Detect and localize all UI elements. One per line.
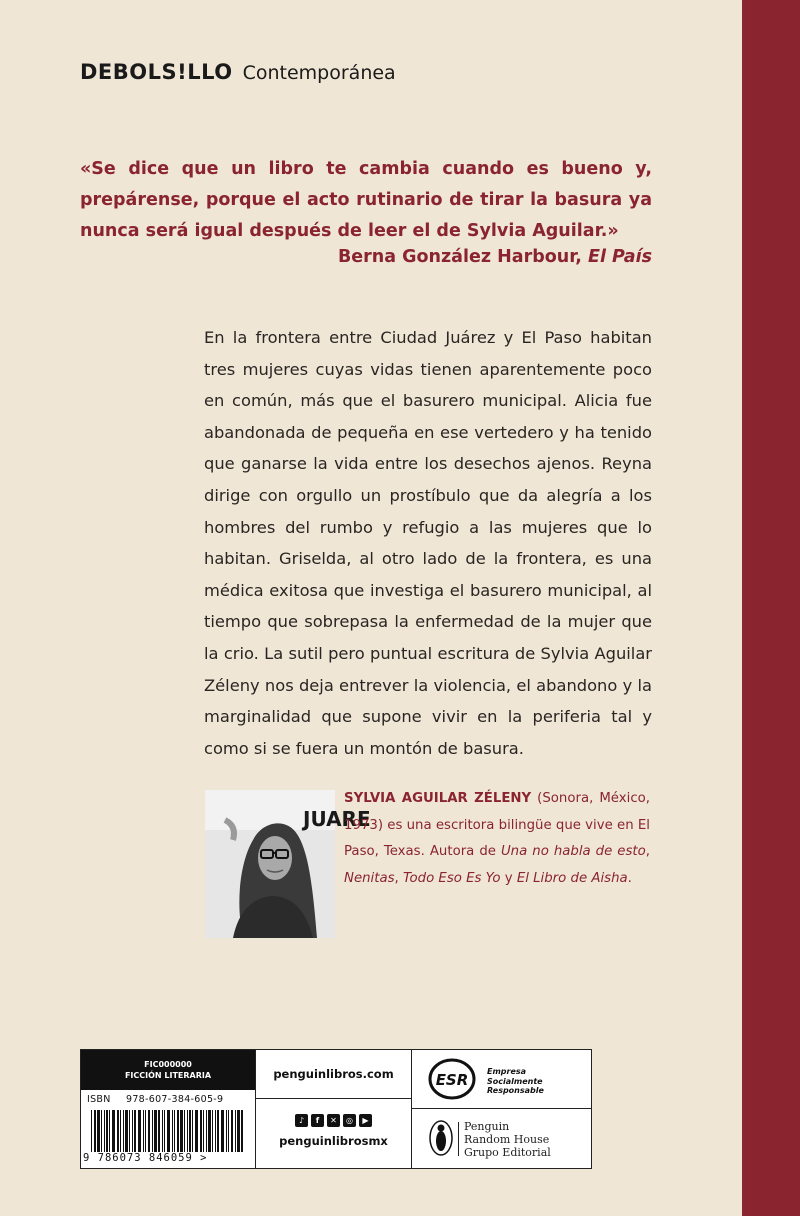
barcode-bar xyxy=(148,1110,150,1152)
author-bio xyxy=(344,786,650,892)
esr-line: Empresa xyxy=(487,1067,527,1076)
publisher-info-block xyxy=(80,1049,592,1169)
book-title: Nenitas xyxy=(344,870,395,886)
barcode-bar xyxy=(180,1110,183,1152)
barcode-bar xyxy=(143,1110,144,1152)
barcode-bar xyxy=(215,1110,216,1152)
author-name: SYLVIA AGUILAR ZÉLENY xyxy=(344,791,532,806)
barcode-bar xyxy=(158,1110,160,1152)
publisher-line: Grupo Editorial xyxy=(464,1146,551,1159)
esr-text xyxy=(487,1067,544,1096)
barcode-bar xyxy=(228,1110,229,1152)
brand-logo: DEBOLS!LLO xyxy=(80,60,233,84)
synopsis-text: En la frontera entre Ciudad Juárez y El Paso habitan tres mujeres cuyas vidas tienen aparentemente poco en común, más que el basurero municipal. Alicia fue abandonada de pequeña en ese vertedero y ha tenido que ganarse la vida entre los desechos ajenos. Reyna dirige con orgullo un prostíbulo que da alegría a los hombres del rumbo y refugio a las mujeres que lo habitan. Griselda, al otro lado de la frontera, es una médica exitosa que investiga el basurero municipal, al tiempo que sobrepasa la enfermedad de la mujer que la crio. La sutil pero puntual escritura de Sylvia Aguilar Zéleny nos deja entrever la violencia, el abandono y la marginalidad que supone vivir en la periferia tal y como si se fuera un montón de basura. xyxy=(204,328,652,758)
barcode-bar xyxy=(195,1110,198,1152)
barcode-bar xyxy=(164,1110,165,1152)
bio-separator: , xyxy=(645,844,650,859)
tiktok-icon[interactable]: ♪ xyxy=(295,1114,308,1127)
bio-end: . xyxy=(627,870,632,886)
barcode-bar xyxy=(221,1110,224,1152)
instagram-icon[interactable]: ◎ xyxy=(343,1114,356,1127)
social-handle[interactable]: penguinlibrosmx xyxy=(279,1134,388,1148)
barcode-bar xyxy=(241,1110,243,1152)
publisher-name xyxy=(464,1120,551,1159)
barcode-bar xyxy=(112,1110,115,1152)
publisher-column xyxy=(412,1050,591,1168)
publisher-line: Penguin xyxy=(464,1120,510,1133)
esr-mark: ESR xyxy=(435,1071,469,1089)
facebook-icon[interactable]: f xyxy=(311,1114,324,1127)
category-name: FICCIÓN LITERARIA xyxy=(124,1071,212,1080)
esr-logo-icon xyxy=(424,1054,484,1104)
isbn-number: 978-607-384-605-9 xyxy=(125,1094,224,1105)
quote-author: Berna González Harbour, xyxy=(337,247,582,267)
barcode-bar xyxy=(203,1110,204,1152)
barcode-bar xyxy=(212,1110,213,1152)
collection-line: Contemporánea xyxy=(242,62,396,84)
x-icon[interactable]: ✕ xyxy=(327,1114,340,1127)
bio-separator: y xyxy=(500,870,517,886)
barcode xyxy=(89,1110,249,1152)
quote-source: El País xyxy=(588,247,652,267)
quote-attribution xyxy=(80,242,652,273)
barcode-bar xyxy=(192,1110,193,1152)
barcode-bar xyxy=(231,1110,233,1152)
barcode-bar xyxy=(134,1110,136,1152)
barcode-bar xyxy=(120,1110,121,1152)
barcode-bar xyxy=(226,1110,227,1152)
barcode-bar xyxy=(106,1110,108,1152)
penguin-logo-icon xyxy=(426,1118,456,1158)
esr-line: Socialmente xyxy=(487,1076,543,1086)
barcode-bar xyxy=(129,1110,130,1152)
barcode-bar xyxy=(125,1110,128,1152)
barcode-bar xyxy=(217,1110,219,1152)
isbn-label: ISBN xyxy=(87,1094,111,1105)
bio-separator: , xyxy=(394,870,404,886)
barcode-bar xyxy=(152,1110,153,1152)
website-link[interactable]: penguinlibros.com xyxy=(256,1050,411,1099)
barcode-bar xyxy=(117,1110,119,1152)
barcode-digits: 9 786073 846059 > xyxy=(83,1152,208,1164)
barcode-bar xyxy=(187,1110,188,1152)
publisher-line: Random House xyxy=(464,1133,550,1146)
publisher-divider xyxy=(458,1122,459,1156)
barcode-bar xyxy=(145,1110,146,1152)
barcode-bar xyxy=(94,1110,96,1152)
photo-background-sign: JUARE xyxy=(303,807,371,831)
barcode-bar xyxy=(97,1110,100,1152)
barcode-bar xyxy=(177,1110,179,1152)
review-quote: «Se dice que un libro te cambia cuando es bueno y, prepárense, porque el acto rutinario de tirar la basura ya nunca será igual después de leer el de Sylvia Aguilar.» xyxy=(80,159,652,241)
barcode-bar xyxy=(123,1110,124,1152)
collection-brand xyxy=(80,60,396,90)
category-box xyxy=(81,1050,255,1090)
barcode-bar xyxy=(162,1110,163,1152)
book-title: Todo Eso Es Yo xyxy=(403,870,501,886)
esr-badge xyxy=(412,1050,591,1109)
barcode-bar xyxy=(154,1110,157,1152)
isbn-column xyxy=(81,1050,256,1168)
barcode-bar xyxy=(200,1110,202,1152)
barcode-bar xyxy=(101,1110,102,1152)
spine-band xyxy=(742,0,800,1216)
barcode-bar xyxy=(189,1110,191,1152)
barcode-bar xyxy=(167,1110,170,1152)
youtube-icon[interactable]: ▶ xyxy=(359,1114,372,1127)
barcode-bar xyxy=(237,1110,240,1152)
social-icons xyxy=(256,1114,411,1127)
isbn-row xyxy=(87,1094,223,1105)
barcode-bar xyxy=(206,1110,207,1152)
category-code: FIC000000 xyxy=(144,1060,192,1069)
barcode-bar xyxy=(174,1110,175,1152)
web-column xyxy=(256,1050,412,1168)
barcode-bar xyxy=(132,1110,133,1152)
barcode-bar xyxy=(172,1110,173,1152)
esr-line: Responsable xyxy=(487,1086,544,1095)
author-bio-text: (Sonora, México, 1973) es una escritora bilingüe que vive en El Paso, Texas. Autora de xyxy=(344,791,650,859)
book-title: Una no habla de esto xyxy=(500,844,646,859)
barcode-bar xyxy=(104,1110,105,1152)
barcode-bar xyxy=(109,1110,110,1152)
barcode-bar xyxy=(235,1110,236,1152)
barcode-bar xyxy=(91,1110,92,1152)
barcode-bar xyxy=(208,1110,211,1152)
barcode-bar xyxy=(184,1110,185,1152)
book-title: El Libro de Aisha xyxy=(516,870,628,886)
barcode-bar xyxy=(138,1110,141,1152)
